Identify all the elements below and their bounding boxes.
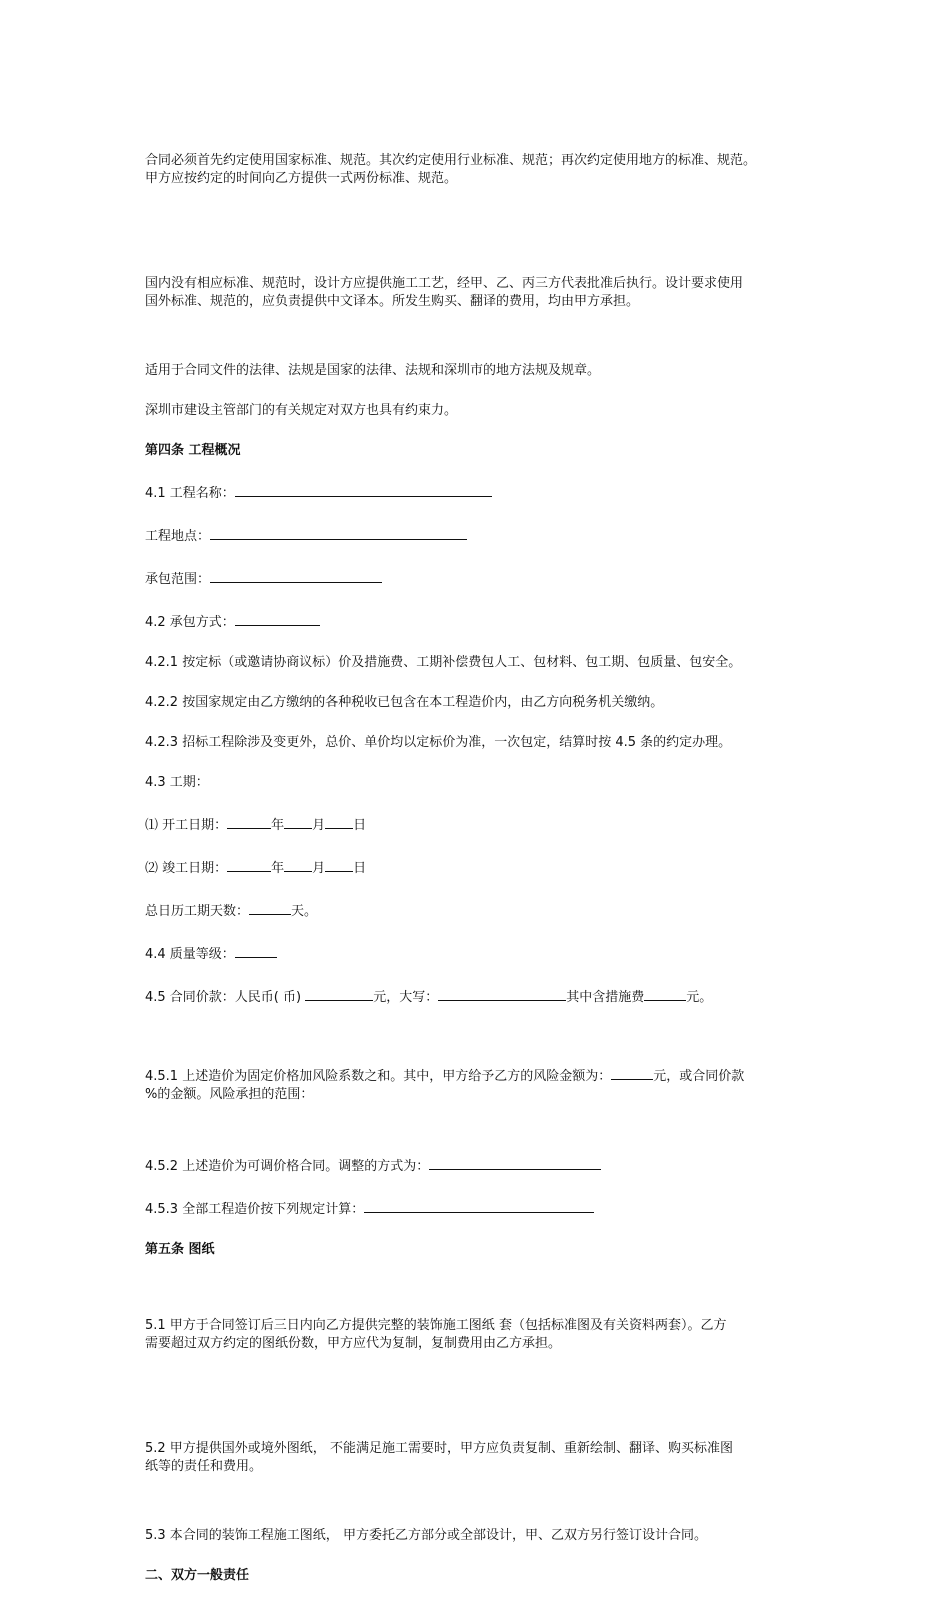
adjust-method-blank[interactable] <box>429 1155 601 1170</box>
clause-4-5-1 <box>145 1029 825 1140</box>
clause-4-5-3 <box>145 1198 825 1219</box>
clause-project-location <box>145 525 825 546</box>
month-label: 月 <box>312 861 326 876</box>
clause-5-3: 5.3 本合同的装饰工程施工图纸， 甲方委托乙方部分或全部设计，甲、乙双方另行签订设计合同。 <box>145 1528 707 1543</box>
project-name-blank[interactable] <box>235 482 492 497</box>
paragraph-foreign-standards <box>145 239 825 347</box>
text-line: 5.1 甲方于合同签订后三日内向乙方提供完整的装饰施工图纸 套（包括标准图及有关资料两套）。乙方 <box>145 1318 727 1333</box>
unit: 天。 <box>291 904 318 919</box>
year-label: 年 <box>271 861 285 876</box>
section-5-heading: 第五条 图纸 <box>145 1242 215 1257</box>
year-label: 年 <box>271 818 285 833</box>
label: 4.5.3 全部工程造价按下列规定计算： <box>145 1202 365 1217</box>
paragraph-standards <box>145 116 825 224</box>
text-line: 甲方应按约定的时间向乙方提供一式两份标准、规范。 <box>145 171 458 186</box>
day-label: 日 <box>353 861 367 876</box>
label: 承包范围： <box>145 572 211 587</box>
label: ⑴ 开工日期： <box>145 818 228 833</box>
text-line: 国内没有相应标准、规范时，设计方应提供施工工艺，经甲、乙、丙三方代表批准后执行。设计要求使用 <box>145 276 744 291</box>
clause-4-1-project-name <box>145 482 825 503</box>
text-line: 合同必须首先约定使用国家标准、规范。其次约定使用行业标准、规范；再次约定使用地方的标准、规范。 <box>145 153 757 168</box>
end-day-blank[interactable] <box>325 857 353 872</box>
clause-total-days <box>145 900 825 921</box>
clause-4-3-duration: 4.3 工期： <box>145 775 209 790</box>
label: 4.4 质量等级： <box>145 947 235 962</box>
label: 其中含措施费 <box>566 990 645 1005</box>
text-line: 纸等的责任和费用。 <box>145 1459 263 1474</box>
clause-4-4-quality <box>145 943 825 964</box>
document-page <box>145 116 825 1607</box>
clause-end-date <box>145 857 825 878</box>
label: 4.5.1 上述造价为固定价格加风险系数之和。其中，甲方给予乙方的风险金额为： <box>145 1069 612 1084</box>
text-line: 需要超过双方约定的图纸份数，甲方应代为复制，复制费用由乙方承担。 <box>145 1336 562 1351</box>
paragraph-authority: 深圳市建设主管部门的有关规定对双方也具有约束力。 <box>145 403 458 418</box>
text-line: 5.2 甲方提供国外或境外图纸， 不能满足施工需要时，甲方应负责复制、重新绘制、翻译、购买标准图 <box>145 1441 733 1456</box>
price-amount-blank[interactable] <box>305 986 373 1001</box>
contract-scope-blank[interactable] <box>210 568 382 583</box>
clause-4-5-contract-price <box>145 986 825 1007</box>
end-month-blank[interactable] <box>284 857 312 872</box>
paragraph-laws: 适用于合同文件的法律、法规是国家的法律、法规和深圳市的地方法规及规章。 <box>145 363 601 378</box>
clause-4-2-2: 4.2.2 按国家规定由乙方缴纳的各种税收已包含在本工程造价内，由乙方向税务机关缴纳。 <box>145 695 664 710</box>
start-month-blank[interactable] <box>284 814 312 829</box>
label: 工程地点： <box>145 529 211 544</box>
month-label: 月 <box>312 818 326 833</box>
label: 元，或合同价款 <box>653 1069 745 1084</box>
section-4-heading: 第四条 工程概况 <box>145 443 241 458</box>
label: 4.1 工程名称： <box>145 486 235 501</box>
contract-method-blank[interactable] <box>235 611 320 626</box>
start-year-blank[interactable] <box>227 814 271 829</box>
text-line: 国外标准、规范的，应负责提供中文译本。所发生购买、翻译的费用，均由甲方承担。 <box>145 294 640 309</box>
clause-4-5-2 <box>145 1155 825 1176</box>
label: 4.5 合同价款：人民币( 币) <box>145 990 306 1005</box>
clause-5-2 <box>145 1404 825 1512</box>
start-day-blank[interactable] <box>325 814 353 829</box>
label: ⑵ 竣工日期： <box>145 861 228 876</box>
text-line <box>145 1065 825 1086</box>
total-days-blank[interactable] <box>249 900 291 915</box>
project-location-blank[interactable] <box>210 525 467 540</box>
label: 4.2 承包方式： <box>145 615 235 630</box>
measures-fee-blank[interactable] <box>644 986 686 1001</box>
day-label: 日 <box>353 818 367 833</box>
risk-amount-blank[interactable] <box>611 1065 653 1080</box>
text-line: %的金额。风险承担的范围： <box>145 1087 314 1102</box>
label: 元。 <box>686 990 713 1005</box>
price-words-blank[interactable] <box>438 986 566 1001</box>
general-duties-heading: 二、双方一般责任 <box>145 1568 250 1583</box>
clause-start-date <box>145 814 825 835</box>
end-year-blank[interactable] <box>227 857 271 872</box>
clause-contract-scope <box>145 568 825 589</box>
label: 4.5.2 上述造价为可调价格合同。调整的方式为： <box>145 1159 430 1174</box>
clause-4-2-1: 4.2.1 按定标（或邀请协商议标）价及措施费、工期补偿费包人工、包材料、包工期、包质量、包安全。 <box>145 655 742 670</box>
label: 元，大写： <box>373 990 439 1005</box>
clause-4-2-3: 4.2.3 招标工程除涉及变更外，总价、单价均以定标价为准，一次包定，结算时按 4.5 条的约定办理。 <box>145 735 732 750</box>
clause-4-2-contract-method <box>145 611 825 632</box>
label: 总日历工期天数： <box>145 904 250 919</box>
clause-5-1 <box>145 1281 825 1389</box>
calc-rules-blank[interactable] <box>364 1198 594 1213</box>
quality-grade-blank[interactable] <box>235 943 277 958</box>
